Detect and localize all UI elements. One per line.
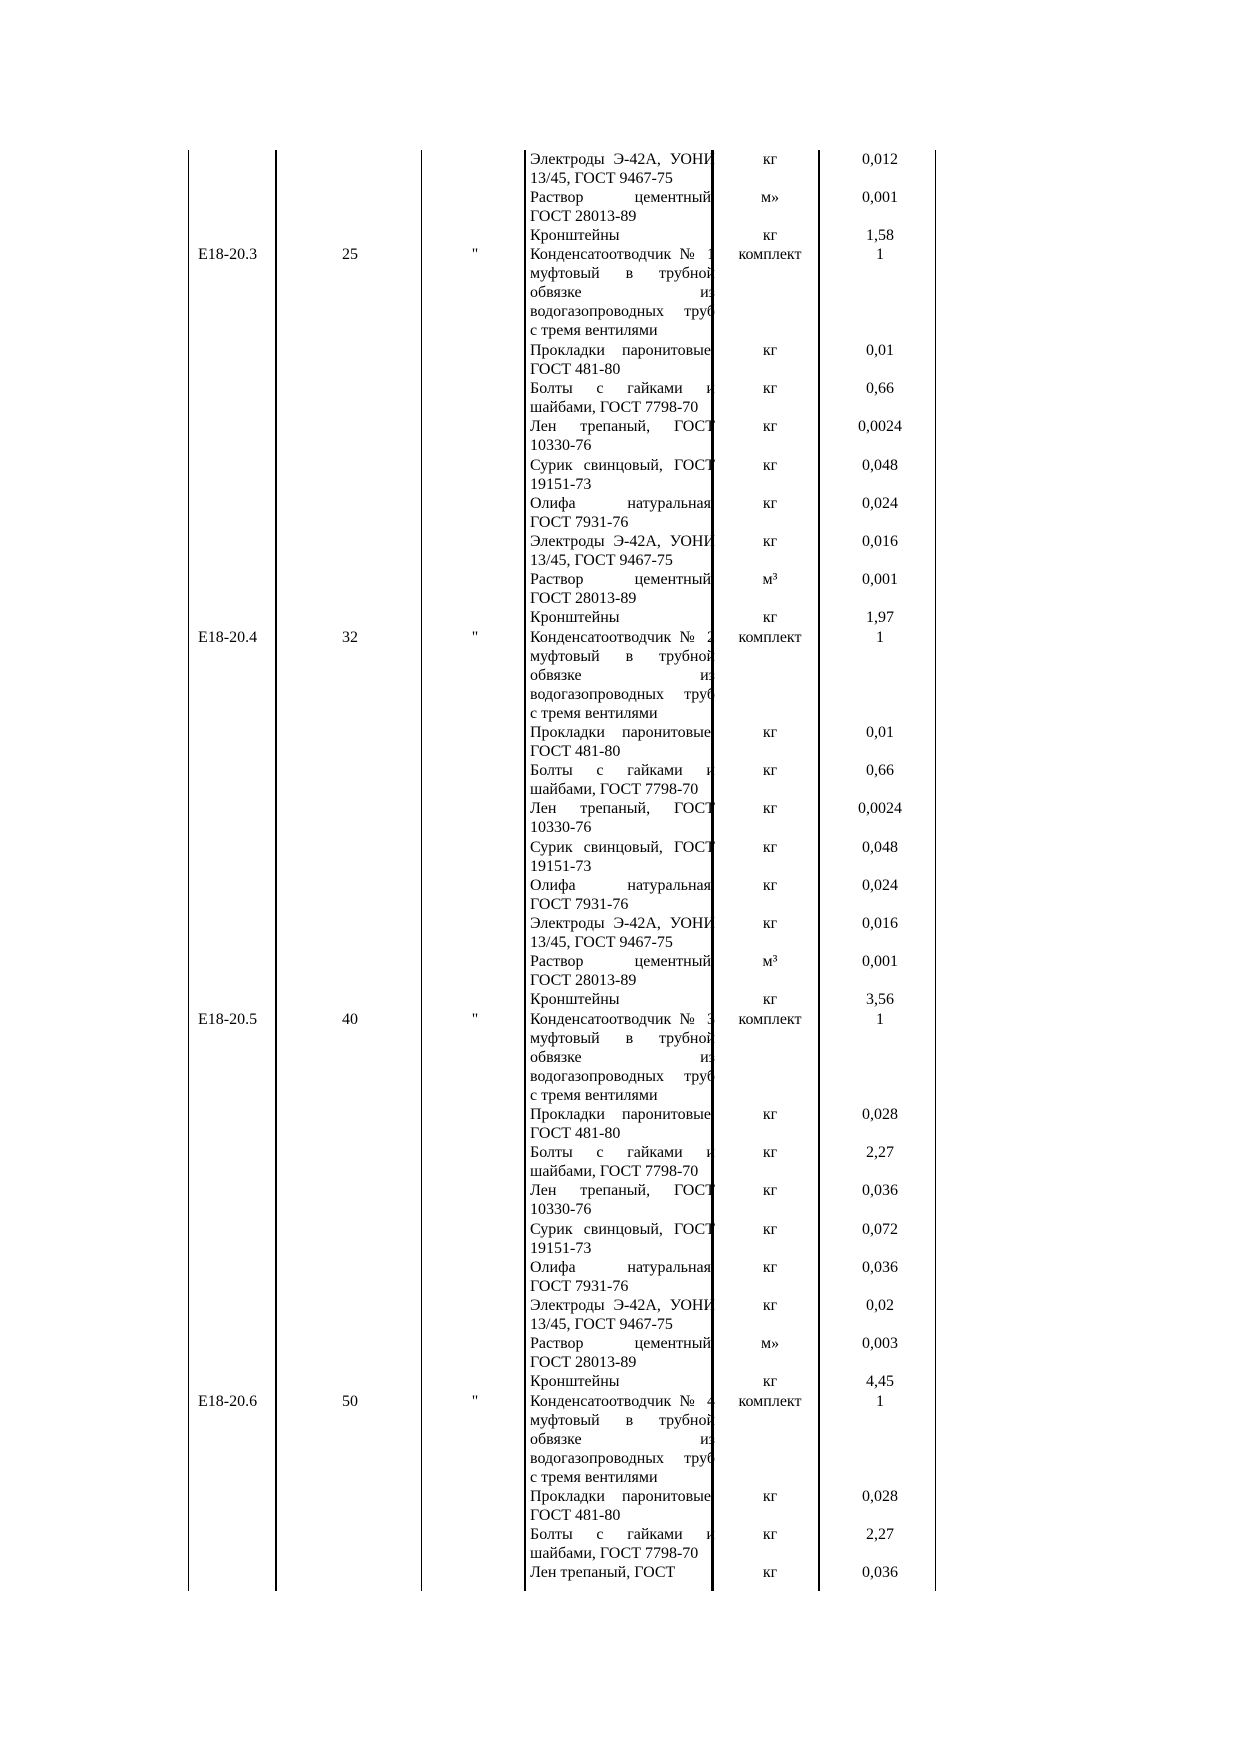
item-name-line: обвязке из xyxy=(530,1431,715,1448)
item-code: Е18-20.5 xyxy=(198,1011,258,1028)
item-unit: кг xyxy=(762,457,778,474)
item-name xyxy=(530,226,715,245)
item-name-line: Болты с гайками и xyxy=(530,1144,715,1161)
item-name-line: Электроды Э-42А, УОНИ xyxy=(530,533,715,550)
item-name xyxy=(530,1143,715,1181)
item-name-line: Болты с гайками и xyxy=(530,1526,715,1543)
item-name-line: шайбами, ГОСТ 7798-70 xyxy=(530,781,699,798)
item-name xyxy=(530,1296,715,1334)
item-name xyxy=(530,494,715,532)
item-name-line: Олифа натуральная, xyxy=(530,495,715,512)
item-quantity: 2,27 xyxy=(866,1144,894,1161)
item-quantity: 0,0024 xyxy=(858,418,902,435)
item-unit: кг xyxy=(762,762,778,779)
item-name-line: водогазопроводных труб xyxy=(530,1068,715,1085)
item-name xyxy=(530,1220,715,1258)
item-name-line: 19151-73 xyxy=(530,858,592,875)
item-name-line: ГОСТ 481-80 xyxy=(530,1125,621,1142)
item-name xyxy=(530,1487,715,1525)
item-name-line: с тремя вентилями xyxy=(530,1469,658,1486)
item-name-line: ГОСТ 7931-76 xyxy=(530,514,629,531)
item-name-line: ГОСТ 7931-76 xyxy=(530,896,629,913)
item-quantity: 0,072 xyxy=(862,1221,898,1238)
item-name-line: Кронштейны xyxy=(530,609,620,626)
item-name xyxy=(530,876,715,914)
item-name xyxy=(530,1105,715,1143)
item-name xyxy=(530,628,715,723)
item-unit: кг xyxy=(762,1526,778,1543)
item-name-line: Кронштейны xyxy=(530,1373,620,1390)
item-quantity: 0,66 xyxy=(866,380,894,397)
item-unit: кг xyxy=(762,609,778,626)
item-name-line: Кронштейны xyxy=(530,991,620,1008)
item-name xyxy=(530,990,715,1009)
item-name-line: Прокладки паронитовые, xyxy=(530,342,715,359)
item-name-line: Конденсатоотводчик № 1 xyxy=(530,246,715,263)
item-quantity: 0,01 xyxy=(866,342,894,359)
item-unit: кг xyxy=(762,1221,778,1238)
item-name-line: Кронштейны xyxy=(530,227,620,244)
item-name xyxy=(530,952,715,990)
item-unit: кг xyxy=(762,839,778,856)
item-name xyxy=(530,188,715,226)
item-unit: м³ xyxy=(762,953,778,970)
item-name-line: Олифа натуральная, xyxy=(530,877,715,894)
item-name-line: шайбами, ГОСТ 7798-70 xyxy=(530,1545,699,1562)
item-unit: кг xyxy=(762,227,778,244)
item-name-line: с тремя вентилями xyxy=(530,705,658,722)
item-name-line: ГОСТ 481-80 xyxy=(530,361,621,378)
item-name-line: ГОСТ 481-80 xyxy=(530,1507,621,1524)
item-name-line: Электроды Э-42А, УОНИ xyxy=(530,1297,715,1314)
item-name-line: Конденсатоотводчик № 3 xyxy=(530,1011,715,1028)
item-name xyxy=(530,761,715,799)
item-name xyxy=(530,1010,715,1105)
item-name-line: Лен трепаный, ГОСТ xyxy=(530,418,715,435)
item-diameter: 25 xyxy=(342,246,358,263)
item-name-line: Болты с гайками и xyxy=(530,380,715,397)
item-name-line: с тремя вентилями xyxy=(530,322,658,339)
item-quantity: 0,016 xyxy=(862,533,898,550)
item-name-line: ГОСТ 28013-89 xyxy=(530,590,637,607)
item-unit: кг xyxy=(762,915,778,932)
item-quantity: 0,001 xyxy=(862,953,898,970)
item-diameter: 32 xyxy=(342,629,358,646)
item-name-line: 10330-76 xyxy=(530,1201,592,1218)
item-name-line: 19151-73 xyxy=(530,1240,592,1257)
item-code: Е18-20.6 xyxy=(198,1393,258,1410)
item-name-line: Олифа натуральная, xyxy=(530,1259,715,1276)
item-name-line: Сурик свинцовый, ГОСТ xyxy=(530,457,715,474)
item-name xyxy=(530,379,715,417)
item-quantity: 3,56 xyxy=(866,991,894,1008)
item-name-line: муфтовый в трубной xyxy=(530,1412,715,1429)
item-unit: кг xyxy=(762,1488,778,1505)
item-quantity: 0,01 xyxy=(866,724,894,741)
item-name-line: 13/45, ГОСТ 9467-75 xyxy=(530,170,673,187)
item-name xyxy=(530,838,715,876)
item-quantity: 0,028 xyxy=(862,1106,898,1123)
item-unit: кг xyxy=(762,1297,778,1314)
item-name-line: Конденсатоотводчик № 2 xyxy=(530,629,715,646)
item-quantity: 0,001 xyxy=(862,571,898,588)
item-unit: кг xyxy=(762,724,778,741)
item-unit: комплект xyxy=(738,1011,802,1028)
item-ditto-mark: " xyxy=(471,1393,479,1410)
item-unit: кг xyxy=(762,877,778,894)
item-name-line: ГОСТ 28013-89 xyxy=(530,208,637,225)
item-name-line: обвязке из xyxy=(530,284,715,301)
item-name xyxy=(530,1372,715,1391)
item-name-line: 10330-76 xyxy=(530,819,592,836)
item-unit: комплект xyxy=(738,629,802,646)
item-unit: комплект xyxy=(738,1393,802,1410)
item-name xyxy=(530,1525,715,1563)
item-unit: м» xyxy=(760,1335,780,1352)
item-name xyxy=(530,608,715,627)
item-name-line: Сурик свинцовый, ГОСТ xyxy=(530,1221,715,1238)
item-unit: кг xyxy=(762,1144,778,1161)
item-name xyxy=(530,532,715,570)
item-name-line: Прокладки паронитовые, xyxy=(530,1106,715,1123)
item-name-line: Лен трепаный, ГОСТ xyxy=(530,1564,676,1581)
item-name-line: Сурик свинцовый, ГОСТ xyxy=(530,839,715,856)
item-name-line: водогазопроводных труб xyxy=(530,303,715,320)
item-name xyxy=(530,914,715,952)
item-name xyxy=(530,1181,715,1219)
item-name-line: шайбами, ГОСТ 7798-70 xyxy=(530,399,699,416)
item-unit: кг xyxy=(762,533,778,550)
item-quantity: 0,02 xyxy=(866,1297,894,1314)
item-name-line: Раствор цементный, xyxy=(530,571,715,588)
item-diameter: 50 xyxy=(342,1393,358,1410)
item-name xyxy=(530,723,715,761)
item-unit: кг xyxy=(762,151,778,168)
item-name-line: 10330-76 xyxy=(530,437,592,454)
item-name-line: Конденсатоотводчик № 4 xyxy=(530,1393,715,1410)
item-quantity: 1,58 xyxy=(866,227,894,244)
item-quantity: 1 xyxy=(876,246,884,263)
item-quantity: 0,0024 xyxy=(858,800,902,817)
item-name-line: Раствор цементный, xyxy=(530,953,715,970)
item-quantity: 0,048 xyxy=(862,457,898,474)
item-name-line: Раствор цементный, xyxy=(530,189,715,206)
item-name-line: водогазопроводных труб xyxy=(530,1450,715,1467)
item-quantity: 0,012 xyxy=(862,151,898,168)
item-name-line: 13/45, ГОСТ 9467-75 xyxy=(530,934,673,951)
item-name xyxy=(530,1334,715,1372)
item-name-line: водогазопроводных труб xyxy=(530,686,715,703)
item-quantity: 0,024 xyxy=(862,495,898,512)
item-quantity: 1 xyxy=(876,629,884,646)
item-unit: кг xyxy=(762,418,778,435)
item-unit: м³ xyxy=(762,571,778,588)
item-unit: кг xyxy=(762,380,778,397)
item-name xyxy=(530,341,715,379)
item-unit: кг xyxy=(762,1182,778,1199)
item-quantity: 0,036 xyxy=(862,1259,898,1276)
item-name-line: муфтовый в трубной xyxy=(530,265,715,282)
item-name xyxy=(530,245,715,340)
item-name-line: Раствор цементный, xyxy=(530,1335,715,1352)
item-unit: кг xyxy=(762,1564,778,1581)
item-quantity: 0,024 xyxy=(862,877,898,894)
table-border-left xyxy=(188,150,189,1591)
item-name xyxy=(530,799,715,837)
item-quantity: 4,45 xyxy=(866,1373,894,1390)
item-name-line: Электроды Э-42А, УОНИ xyxy=(530,151,715,168)
item-quantity: 0,001 xyxy=(862,189,898,206)
item-unit: м» xyxy=(760,189,780,206)
item-unit: кг xyxy=(762,342,778,359)
item-quantity: 0,036 xyxy=(862,1182,898,1199)
table-border-col3 xyxy=(524,150,526,1591)
table-border-right xyxy=(935,150,936,1591)
item-name xyxy=(530,150,715,188)
item-name-line: ГОСТ 28013-89 xyxy=(530,1354,637,1371)
item-name-line: муфтовый в трубной xyxy=(530,648,715,665)
item-unit: кг xyxy=(762,495,778,512)
item-unit: кг xyxy=(762,800,778,817)
item-quantity: 1,97 xyxy=(866,609,894,626)
item-unit: кг xyxy=(762,1259,778,1276)
item-name-line: Прокладки паронитовые, xyxy=(530,1488,715,1505)
table-border-col1 xyxy=(275,150,277,1591)
item-quantity: 0,036 xyxy=(862,1564,898,1581)
item-name-line: обвязке из xyxy=(530,1049,715,1066)
item-quantity: 0,028 xyxy=(862,1488,898,1505)
item-name-line: Лен трепаный, ГОСТ xyxy=(530,800,715,817)
item-unit: комплект xyxy=(738,246,802,263)
item-name xyxy=(530,1392,715,1487)
item-name-line: Прокладки паронитовые, xyxy=(530,724,715,741)
item-unit: кг xyxy=(762,1373,778,1390)
item-name-line: обвязке из xyxy=(530,667,715,684)
item-name-line: Лен трепаный, ГОСТ xyxy=(530,1182,715,1199)
item-quantity: 0,016 xyxy=(862,915,898,932)
item-quantity: 1 xyxy=(876,1011,884,1028)
item-name xyxy=(530,417,715,455)
item-quantity: 0,048 xyxy=(862,839,898,856)
item-name-line: 13/45, ГОСТ 9467-75 xyxy=(530,1316,673,1333)
item-quantity: 2,27 xyxy=(866,1526,894,1543)
item-name xyxy=(530,1258,715,1296)
item-name-line: ГОСТ 7931-76 xyxy=(530,1278,629,1295)
item-name-line: с тремя вентилями xyxy=(530,1087,658,1104)
item-quantity: 0,003 xyxy=(862,1335,898,1352)
item-name-line: 13/45, ГОСТ 9467-75 xyxy=(530,552,673,569)
item-ditto-mark: " xyxy=(471,1011,479,1028)
item-name-line: Болты с гайками и xyxy=(530,762,715,779)
table-border-col2 xyxy=(421,150,422,1591)
item-quantity: 1 xyxy=(876,1393,884,1410)
item-code: Е18-20.3 xyxy=(198,246,258,263)
item-diameter: 40 xyxy=(342,1011,358,1028)
item-name xyxy=(530,570,715,608)
item-unit: кг xyxy=(762,1106,778,1123)
item-name-line: 19151-73 xyxy=(530,476,592,493)
item-name-line: муфтовый в трубной xyxy=(530,1030,715,1047)
item-code: Е18-20.4 xyxy=(198,629,258,646)
item-name-line: шайбами, ГОСТ 7798-70 xyxy=(530,1163,699,1180)
item-name xyxy=(530,456,715,494)
item-ditto-mark: " xyxy=(471,246,479,263)
item-unit: кг xyxy=(762,991,778,1008)
item-name xyxy=(530,1563,715,1582)
item-name-line: Электроды Э-42А, УОНИ xyxy=(530,915,715,932)
item-ditto-mark: " xyxy=(471,629,479,646)
item-name-line: ГОСТ 481-80 xyxy=(530,743,621,760)
item-name-line: ГОСТ 28013-89 xyxy=(530,972,637,989)
item-quantity: 0,66 xyxy=(866,762,894,779)
